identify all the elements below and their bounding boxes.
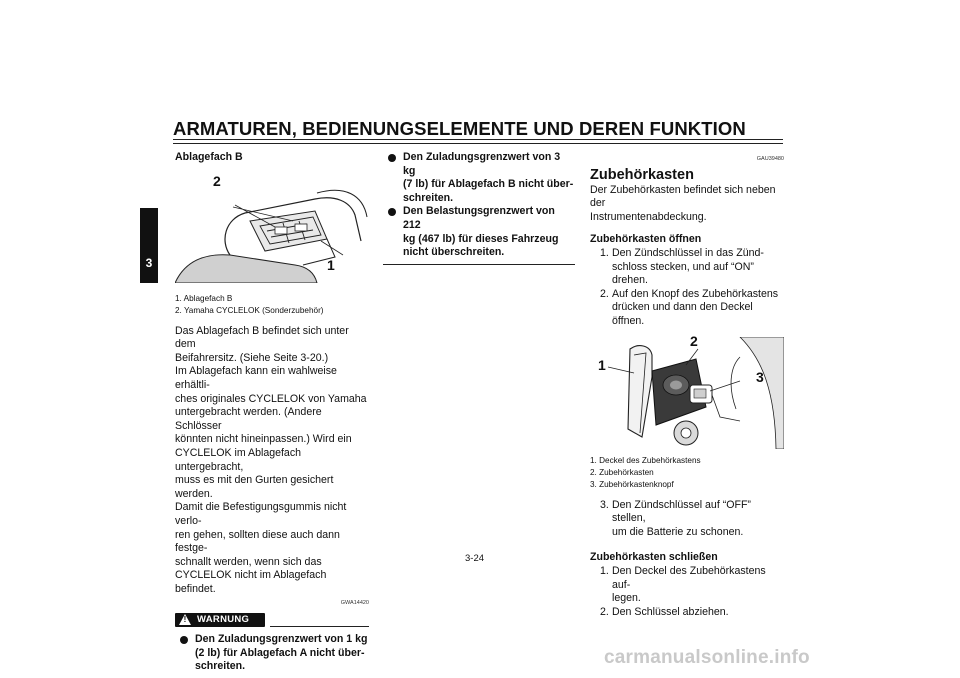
- step-number: 1.: [600, 564, 609, 577]
- step-number: 3.: [600, 498, 609, 511]
- body-line: untergebracht werden. (Andere Schlösser: [175, 406, 322, 432]
- exclamation-icon: !: [183, 615, 187, 625]
- bullet-line: Den Belastungsgrenzwert von 212: [403, 205, 555, 231]
- section-heading-zubehoerkasten: Zubehörkasten: [590, 166, 694, 183]
- body-line: Im Ablagefach kann ein wahlweise erhältli-: [175, 365, 337, 391]
- step-line: Den Schlüssel abziehen.: [612, 605, 729, 618]
- bullet-icon: [180, 636, 188, 644]
- warning-label: WARNUNG: [197, 614, 250, 626]
- step-line: um die Batterie zu schonen.: [612, 525, 744, 538]
- step-number: 2.: [600, 605, 609, 618]
- warning-bullet: [383, 205, 575, 259]
- figure-captions: [590, 455, 784, 491]
- step-line: Auf den Knopf des Zubehörkastens: [612, 287, 779, 300]
- body-paragraph: [175, 325, 369, 597]
- figure-label-1: 1: [327, 257, 335, 273]
- caption: 3. Zubehörkastenknopf: [590, 479, 674, 489]
- middle-column: [383, 151, 575, 265]
- bullet-line: kg (467 lb) für dieses Fahrzeug: [403, 232, 559, 245]
- step-line: Den Zündschlüssel in das Zünd-: [612, 246, 764, 259]
- caption: 1. Deckel des Zubehörkastens: [590, 455, 701, 465]
- body-line: ches originales CYCLELOK von Yamaha: [175, 392, 367, 405]
- title-rule: [173, 139, 783, 140]
- intro-line: Der Zubehörkasten befindet sich neben der: [590, 183, 776, 210]
- body-line: schnallt werden, wenn sich das: [175, 555, 322, 568]
- bullet-line: nicht überschreiten.: [403, 246, 505, 259]
- page-number: 3-24: [465, 553, 485, 564]
- warning-code: GWA14420: [340, 600, 369, 607]
- bullet-line: (7 lb) für Ablagefach B nicht über-: [403, 178, 574, 191]
- page-title: ARMATUREN, BEDIENUNGSELEMENTE UND DEREN FUNKTION: [173, 118, 746, 139]
- figure-label-2: 2: [690, 332, 698, 349]
- caption: 1. Ablagefach B: [175, 293, 233, 303]
- accessory-box-illustration: [590, 332, 784, 449]
- bullet-line: schreiten.: [403, 191, 454, 204]
- step-line: legen.: [612, 592, 641, 605]
- figure-captions: [175, 293, 369, 317]
- bullet-icon: [388, 154, 396, 162]
- caption: 2. Yamaha CYCLELOK (Sonderzubehör): [175, 305, 324, 315]
- warning-end-rule: [383, 264, 575, 265]
- step-number: 2.: [600, 287, 609, 300]
- warning-bullet: [175, 633, 369, 674]
- bullet-line: Den Zuladungsgrenzwert von 3 kg: [403, 151, 561, 177]
- step-line: drücken und dann den Deckel öffnen.: [612, 301, 753, 327]
- bullet-line: Den Zuladungsgrenzwert von 1 kg: [195, 633, 368, 646]
- accessory-box-figure: [590, 332, 784, 449]
- step-line: Den Deckel des Zubehörkastens auf-: [612, 564, 766, 591]
- title-rule-thin: [173, 143, 783, 144]
- chapter-number: 3: [145, 256, 153, 270]
- body-line: ren gehen, sollten diese auch dann festge-: [175, 528, 340, 555]
- body-line: Das Ablagefach B befindet sich unter dem: [175, 324, 349, 351]
- caption: 2. Zubehörkasten: [590, 467, 654, 477]
- close-step: [590, 606, 784, 620]
- open-step: [590, 499, 784, 540]
- figure-label-2: 2: [213, 173, 221, 189]
- close-step: [590, 565, 784, 606]
- warning-badge: [175, 613, 265, 627]
- step-number: 1.: [600, 246, 609, 259]
- watermark: carmanualsonline.info: [604, 647, 810, 668]
- figure-label-3: 3: [756, 368, 764, 385]
- bullet-icon: [388, 208, 396, 216]
- section-heading-ablagefach-b: Ablagefach B: [175, 151, 243, 163]
- section-code: GAU39480: [756, 156, 784, 162]
- open-step: [590, 247, 784, 288]
- body-line: Damit die Befestigungsgummis nicht verlo-: [175, 501, 347, 527]
- body-line: CYCLELOK im Ablagefach untergebracht,: [175, 446, 302, 473]
- storage-b-illustration: [175, 171, 369, 283]
- close-heading: Zubehörkasten schließen: [590, 551, 718, 564]
- body-line: muss es mit den Gurten gesichert werden.: [175, 474, 334, 500]
- chapter-tab: [140, 208, 158, 283]
- figure-label-1: 1: [598, 356, 606, 373]
- right-column: [590, 153, 784, 619]
- body-line: könnten nicht hineinpassen.) Wird ein: [175, 433, 352, 446]
- step-line: Den Zündschlüssel auf “OFF” stellen,: [612, 498, 751, 525]
- warning-rule: [270, 626, 369, 627]
- step-line: schloss stecken, und auf “ON” drehen.: [612, 260, 754, 287]
- warning-bullet: [383, 151, 575, 205]
- open-heading: Zubehörkasten öffnen: [590, 233, 702, 246]
- open-step: [590, 288, 784, 329]
- left-column: [175, 151, 369, 674]
- body-line: Beifahrersitz. (Siehe Seite 3-20.): [175, 351, 329, 364]
- warning-banner: [175, 613, 369, 627]
- bullet-line: (2 lb) für Ablagefach A nicht über-: [195, 646, 365, 659]
- intro-line: Instrumentenabdeckung.: [590, 210, 707, 223]
- bullet-line: schreiten.: [195, 660, 246, 673]
- body-line: CYCLELOK nicht im Ablagefach befindet.: [175, 569, 327, 595]
